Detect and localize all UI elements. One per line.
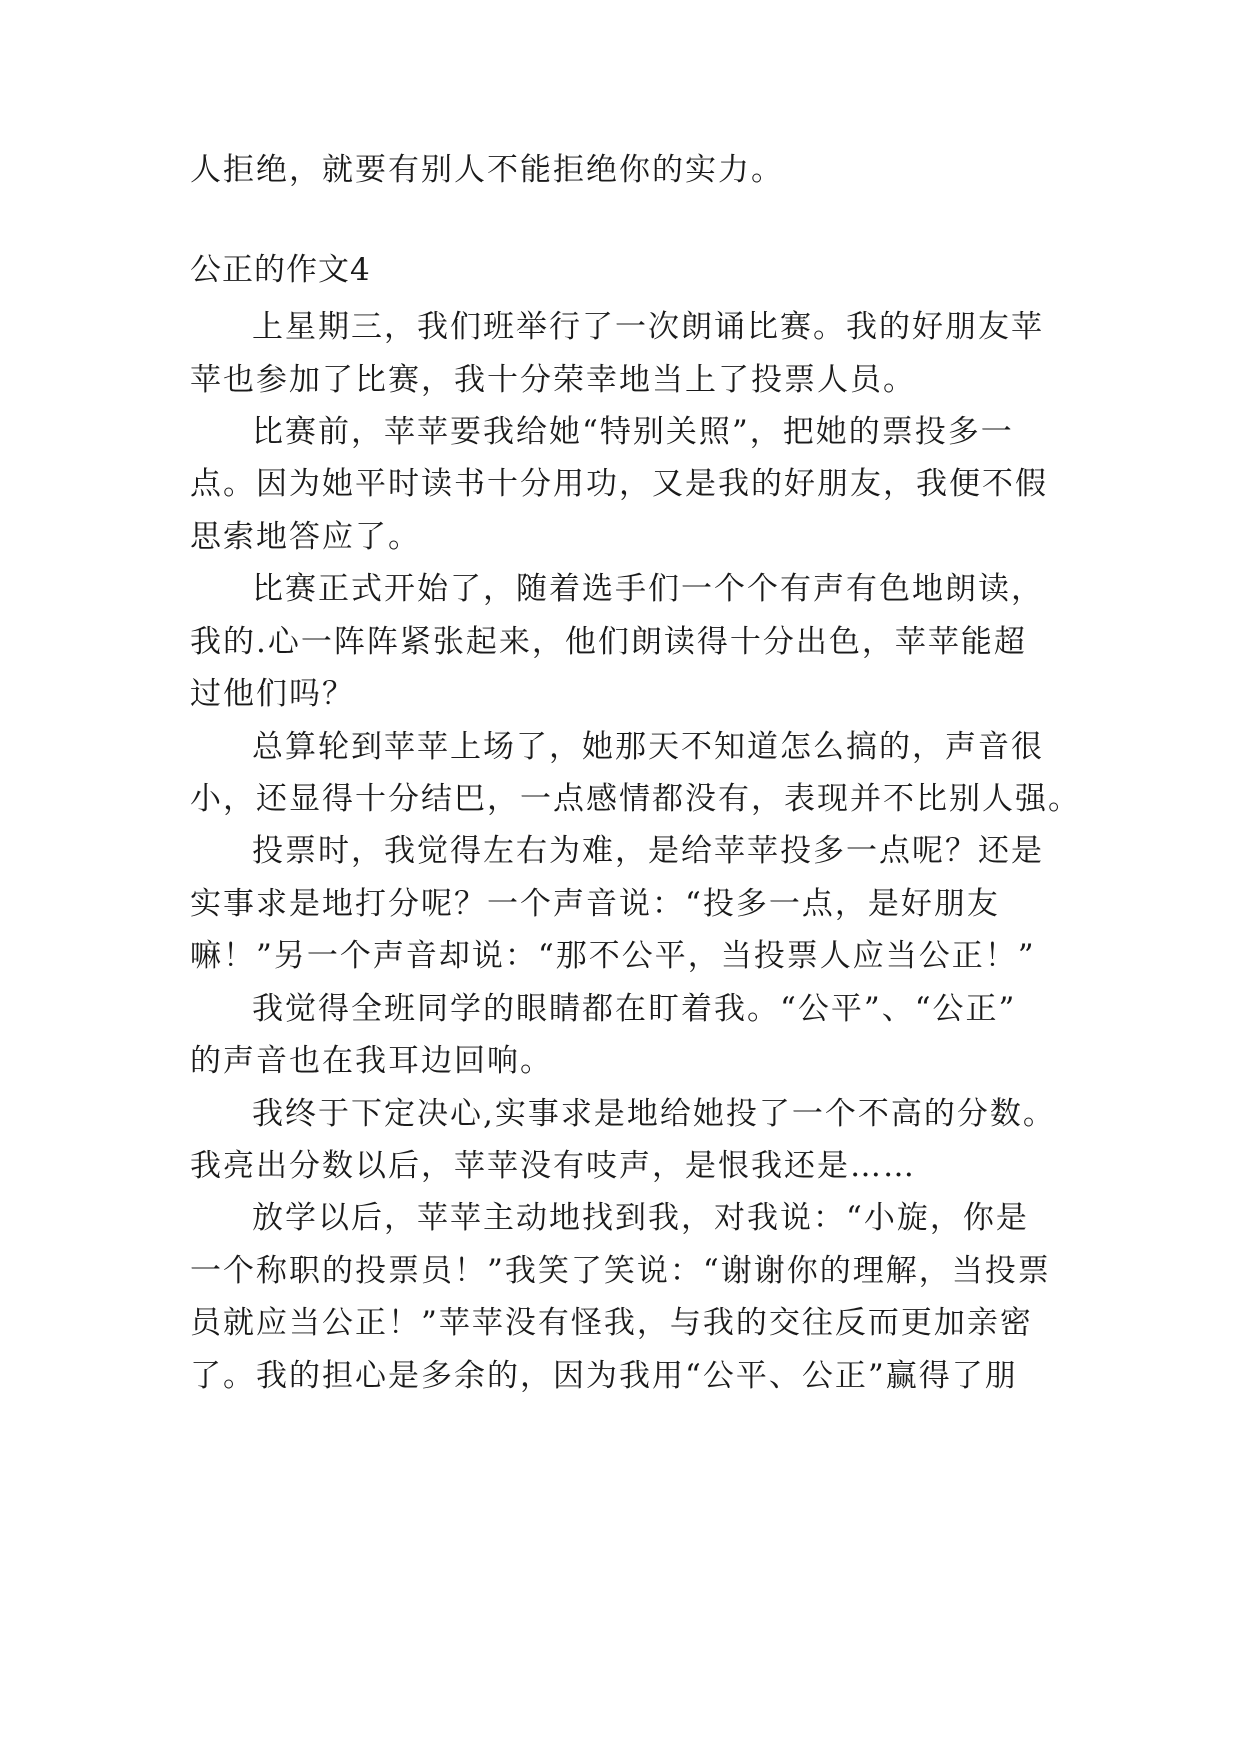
text-line: 的声音也在我耳边回响。 [190, 1043, 553, 1079]
text-line: 投票时，我觉得左右为难，是给苹苹投多一点呢？还是 [252, 833, 1044, 869]
text-line: 嘛！”另一个声音却说：“那不公平，当投票人应当公正！” [190, 938, 1036, 974]
text-line: 总算轮到苹苹上场了，她那天不知道怎么搞的，声音很 [252, 729, 1044, 765]
text-line: 点。因为她平时读书十分用功，又是我的好朋友，我便不假 [190, 466, 1048, 502]
text-line: 放学以后，苹苹主动地找到我，对我说：“小旋，你是 [252, 1200, 1029, 1236]
text-line: 实事求是地打分呢？一个声音说：“投多一点，是好朋友 [190, 886, 1000, 922]
text-line: 比赛正式开始了，随着选手们一个个有声有色地朗读， [252, 571, 1044, 607]
text-line: 苹也参加了比赛，我十分荣幸地当上了投票人员。 [190, 362, 916, 398]
text-line: 一个称职的投票员！”我笑了笑说：“谢谢你的理解，当投票 [190, 1253, 1051, 1289]
text-line: 我的.心一阵阵紧张起来，他们朗读得十分出色，苹苹能超 [190, 624, 1027, 660]
text-line: 我亮出分数以后，苹苹没有吱声，是恨我还是…… [190, 1148, 916, 1184]
text-line: 我终于下定决心,实事求是地给她投了一个不高的分数。 [252, 1096, 1056, 1132]
text-line: 我觉得全班同学的眼睛都在盯着我。“公平”、“公正” [252, 991, 1017, 1027]
essay-heading: 公正的作文4 [190, 252, 371, 288]
text-line: 人拒绝，就要有别人不能拒绝你的实力。 [190, 152, 784, 188]
text-line: 小，还显得十分结巴，一点感情都没有，表现并不比别人强。 [190, 781, 1081, 817]
text-line: 上星期三，我们班举行了一次朗诵比赛。我的好朋友苹 [252, 309, 1044, 345]
text-line: 了。我的担心是多余的，因为我用“公平、公正”赢得了朋 [190, 1358, 1018, 1394]
text-line: 员就应当公正！”苹苹没有怪我，与我的交往反而更加亲密 [190, 1305, 1033, 1341]
text-line: 过他们吗？ [190, 676, 355, 712]
text-line: 比赛前，苹苹要我给她“特别关照”，把她的票投多一 [252, 414, 1014, 450]
text-line: 思索地答应了。 [190, 519, 421, 555]
